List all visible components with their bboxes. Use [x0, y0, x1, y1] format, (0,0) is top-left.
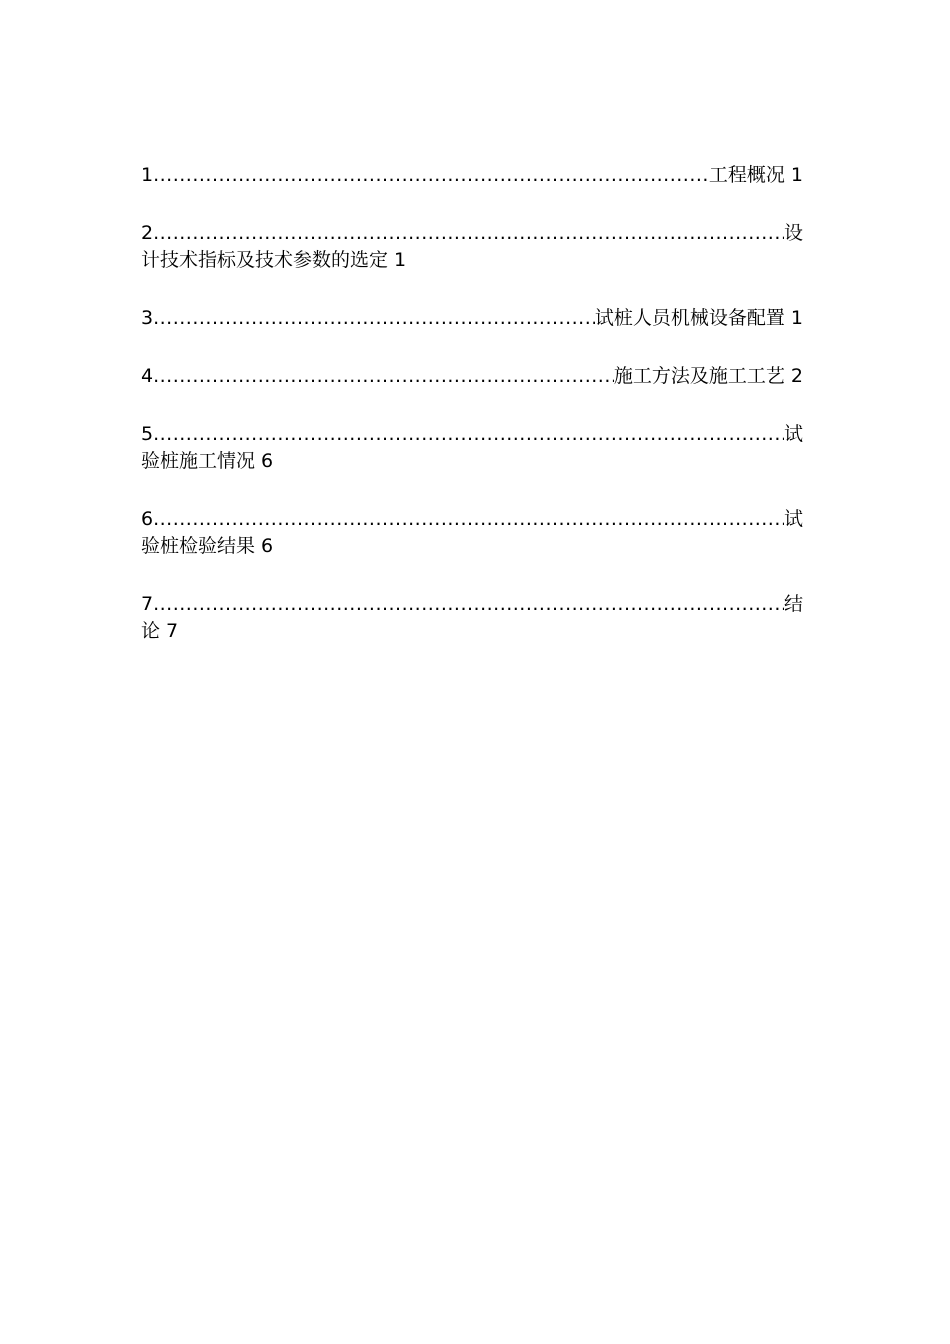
toc-entry-number: 6	[141, 508, 154, 530]
toc-dot-leader	[153, 363, 614, 390]
toc-dot-leader	[153, 421, 784, 448]
toc-entry-number: 4	[141, 365, 154, 387]
toc-entry-5[interactable]	[141, 421, 803, 475]
toc-entry-title: 试	[783, 423, 803, 445]
toc-entry-number: 1	[141, 164, 154, 186]
toc-entry-number: 7	[141, 593, 154, 615]
toc-entry-title-continuation: 验桩检验结果 6	[141, 535, 274, 557]
toc-entry-number: 2	[141, 222, 154, 244]
toc-entry-title: 施工方法及施工工艺 2	[613, 365, 803, 387]
toc-entry-number: 5	[141, 423, 154, 445]
toc-entry-title: 试	[783, 508, 803, 530]
toc-entry-title-continuation: 验桩施工情况 6	[141, 450, 274, 472]
toc-entry-2[interactable]	[141, 220, 803, 274]
toc-entry-line	[141, 421, 803, 448]
toc-entry-line	[141, 305, 803, 332]
toc-entry-title: 工程概况 1	[708, 164, 803, 186]
toc-entry-line	[141, 506, 803, 533]
toc-entry-1[interactable]	[141, 162, 803, 189]
toc-entry-4[interactable]	[141, 363, 803, 390]
toc-entry-line	[141, 591, 803, 618]
toc-dot-leader	[153, 506, 784, 533]
toc-entry-line	[141, 363, 803, 390]
toc-entry-title-continuation: 论 7	[141, 620, 179, 642]
toc-entry-line	[141, 220, 803, 247]
toc-entry-7[interactable]	[141, 591, 803, 645]
toc-dot-leader	[153, 162, 709, 189]
toc-entry-line	[141, 162, 803, 189]
toc-entry-title: 试桩人员机械设备配置 1	[594, 307, 803, 329]
toc-entry-number: 3	[141, 307, 154, 329]
table-of-contents	[141, 162, 803, 676]
toc-entry-title: 结	[783, 593, 803, 615]
toc-entry-title: 设	[783, 222, 803, 244]
toc-dot-leader	[153, 591, 784, 618]
toc-dot-leader	[153, 305, 595, 332]
toc-dot-leader	[153, 220, 784, 247]
toc-entry-3[interactable]	[141, 305, 803, 332]
toc-entry-6[interactable]	[141, 506, 803, 560]
toc-entry-title-continuation: 计技术指标及技术参数的选定 1	[141, 249, 407, 271]
